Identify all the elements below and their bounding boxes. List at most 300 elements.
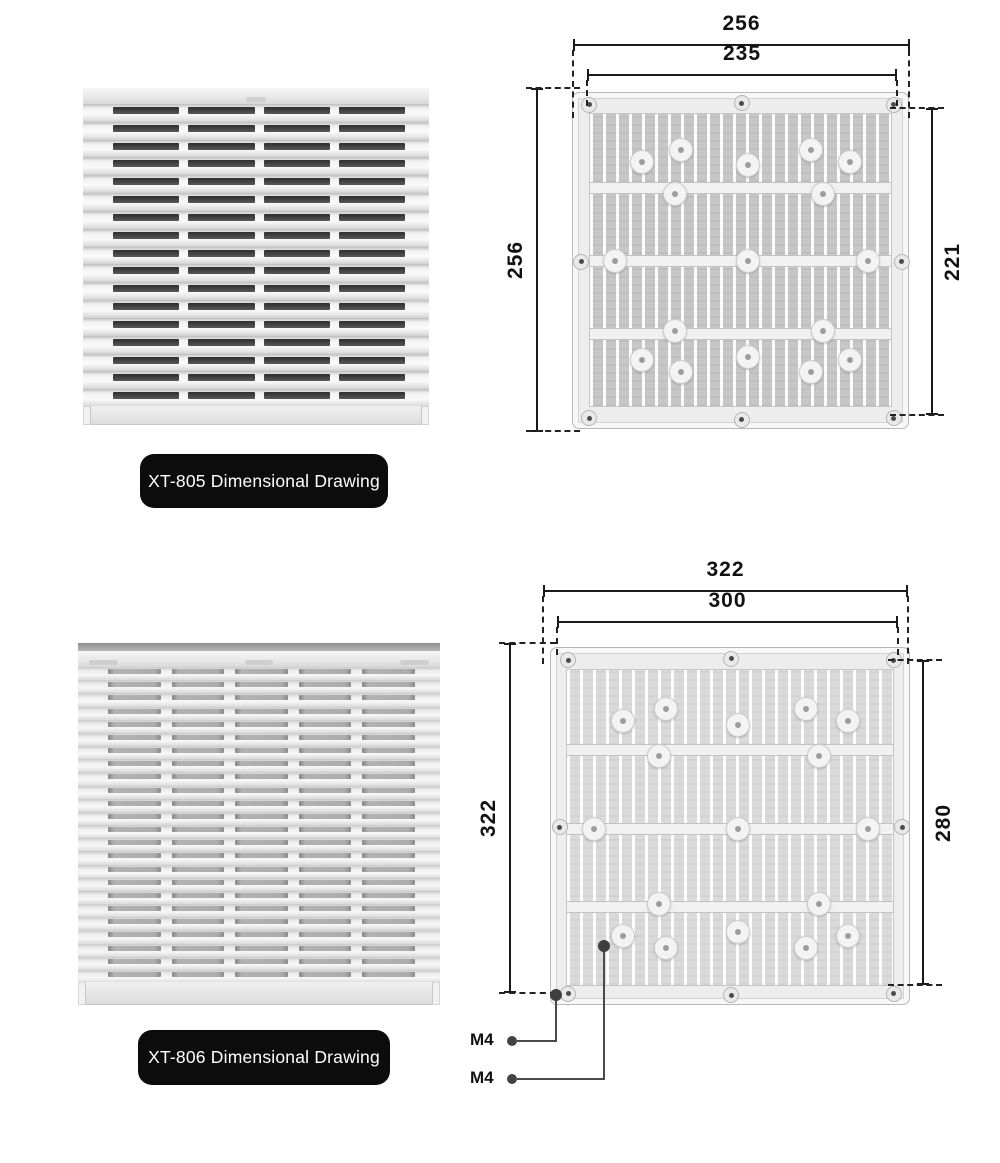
screw-boss xyxy=(736,153,760,177)
slot-segment xyxy=(299,761,352,766)
slot-segment xyxy=(113,321,179,328)
slot-segment xyxy=(362,827,415,832)
screw-boss xyxy=(611,709,635,733)
frame-screw xyxy=(886,986,902,1002)
extension-line xyxy=(572,50,574,118)
slot-segment xyxy=(299,722,352,727)
louver-slat xyxy=(78,707,440,720)
xt805-front-base xyxy=(90,406,422,425)
frame-screw xyxy=(581,97,597,113)
xt805-front-louvers xyxy=(83,104,429,407)
grid-divider xyxy=(590,182,891,194)
slot-segment xyxy=(362,695,415,700)
frame-screw xyxy=(552,819,568,835)
louver-slot xyxy=(108,840,415,845)
louver-slat xyxy=(78,799,440,812)
louver-slat xyxy=(78,878,440,891)
slot-segment xyxy=(108,801,161,806)
screw-boss xyxy=(630,150,654,174)
dimension-line xyxy=(509,643,511,993)
slot-segment xyxy=(264,374,330,381)
slot-segment xyxy=(264,267,330,274)
xt806-front-louvers xyxy=(78,667,440,983)
slot-segment xyxy=(235,867,288,872)
louver-slot xyxy=(108,774,415,779)
slot-segment xyxy=(108,932,161,937)
slot-segment xyxy=(113,232,179,239)
louver-slot xyxy=(108,959,415,964)
slot-segment xyxy=(113,125,179,132)
louver-slot xyxy=(113,285,405,292)
slot-segment xyxy=(108,827,161,832)
slot-segment xyxy=(264,214,330,221)
m4-callout-label-2: M4 xyxy=(470,1068,494,1087)
slot-segment xyxy=(188,321,254,328)
slot-segment xyxy=(108,959,161,964)
louver-slot xyxy=(108,919,415,924)
slot-segment xyxy=(235,893,288,898)
louver-slat xyxy=(78,759,440,772)
slot-segment xyxy=(188,143,254,150)
slot-segment xyxy=(362,669,415,674)
slot-segment xyxy=(299,893,352,898)
louver-slot xyxy=(108,709,415,714)
slot-segment xyxy=(172,682,225,687)
slot-segment xyxy=(299,880,352,885)
louver-slot xyxy=(108,827,415,832)
louver-slat xyxy=(83,282,429,300)
slot-segment xyxy=(113,250,179,257)
slot-segment xyxy=(235,814,288,819)
slot-segment xyxy=(362,867,415,872)
louver-slat xyxy=(78,904,440,917)
dimension-line xyxy=(922,660,924,985)
slot-segment xyxy=(339,321,405,328)
extension-line xyxy=(542,596,544,664)
extension-line xyxy=(526,430,580,432)
louver-slot xyxy=(108,972,415,977)
slot-segment xyxy=(188,107,254,114)
slot-segment xyxy=(113,160,179,167)
frame-screw xyxy=(894,254,910,270)
slot-segment xyxy=(108,814,161,819)
louver-slot xyxy=(113,178,405,185)
grid-divider xyxy=(567,744,893,756)
slot-segment xyxy=(113,214,179,221)
louver-slot xyxy=(113,143,405,150)
louver-slot xyxy=(108,906,415,911)
slot-segment xyxy=(362,893,415,898)
cap-notch xyxy=(245,660,274,665)
louver-slot xyxy=(113,250,405,257)
extension-line xyxy=(907,596,909,664)
louver-slot xyxy=(113,303,405,310)
louver-slat xyxy=(83,175,429,193)
slot-segment xyxy=(113,303,179,310)
extension-line xyxy=(526,87,580,89)
slot-segment xyxy=(188,125,254,132)
louver-slot xyxy=(113,267,405,274)
frame-screw xyxy=(734,95,750,111)
xt806-front-view xyxy=(78,643,440,1005)
dimension-label: 322 xyxy=(706,558,745,581)
dimension-line xyxy=(557,621,898,623)
slot-segment xyxy=(299,932,352,937)
frame-screw xyxy=(560,986,576,1002)
slot-segment xyxy=(299,801,352,806)
screw-boss xyxy=(794,697,818,721)
screw-boss xyxy=(807,892,831,916)
slot-segment xyxy=(362,853,415,858)
louver-slat xyxy=(83,157,429,175)
slot-segment xyxy=(113,339,179,346)
louver-slot xyxy=(113,232,405,239)
slot-segment xyxy=(264,143,330,150)
xt805-title-plaque xyxy=(140,454,388,508)
slot-segment xyxy=(113,392,179,399)
xt805-front-view xyxy=(83,88,429,425)
slot-segment xyxy=(235,840,288,845)
slot-segment xyxy=(264,303,330,310)
slot-segment xyxy=(108,669,161,674)
dim-805-inner-height xyxy=(926,108,964,415)
screw-boss xyxy=(726,817,750,841)
louver-slot xyxy=(108,880,415,885)
louver-slat xyxy=(83,211,429,229)
grid-divider xyxy=(567,901,893,913)
louver-slat xyxy=(78,957,440,970)
louver-slot xyxy=(108,893,415,898)
cap-notch xyxy=(246,97,267,102)
slot-segment xyxy=(188,392,254,399)
screw-boss xyxy=(838,348,862,372)
slot-segment xyxy=(299,735,352,740)
slot-segment xyxy=(188,214,254,221)
m4-callout-label-1: M4 xyxy=(470,1030,494,1049)
slot-segment xyxy=(339,214,405,221)
slot-segment xyxy=(108,761,161,766)
slot-segment xyxy=(362,932,415,937)
slot-segment xyxy=(172,748,225,753)
louver-slot xyxy=(108,932,415,937)
cap-notch xyxy=(400,660,429,665)
slot-segment xyxy=(264,357,330,364)
slot-segment xyxy=(362,761,415,766)
leader-line xyxy=(517,1000,556,1041)
extension-line xyxy=(890,414,944,416)
slot-segment xyxy=(299,827,352,832)
louver-slot xyxy=(108,748,415,753)
slot-segment xyxy=(108,695,161,700)
louver-slot xyxy=(108,682,415,687)
slot-segment xyxy=(172,709,225,714)
slot-segment xyxy=(108,853,161,858)
slot-segment xyxy=(108,893,161,898)
slot-segment xyxy=(264,160,330,167)
slot-segment xyxy=(339,267,405,274)
slot-segment xyxy=(299,853,352,858)
slot-segment xyxy=(235,932,288,937)
frame-screw xyxy=(723,651,739,667)
louver-slat xyxy=(83,122,429,140)
slot-segment xyxy=(362,959,415,964)
slot-segment xyxy=(172,946,225,951)
slot-segment xyxy=(299,788,352,793)
slot-segment xyxy=(339,178,405,185)
dim-806-inner-height xyxy=(917,660,955,985)
slot-segment xyxy=(113,196,179,203)
slot-segment xyxy=(299,972,352,977)
slot-segment xyxy=(188,160,254,167)
slot-segment xyxy=(108,709,161,714)
slot-segment xyxy=(235,774,288,779)
louver-slot xyxy=(108,761,415,766)
slot-segment xyxy=(108,972,161,977)
louver-slat xyxy=(78,693,440,706)
louver-slat xyxy=(78,930,440,943)
extension-line xyxy=(586,80,588,106)
louver-slot xyxy=(108,695,415,700)
screw-boss xyxy=(654,697,678,721)
slot-segment xyxy=(362,735,415,740)
screw-boss xyxy=(811,182,835,206)
slot-segment xyxy=(362,906,415,911)
slot-segment xyxy=(235,801,288,806)
louver-slat xyxy=(83,229,429,247)
slot-segment xyxy=(172,840,225,845)
louver-slat xyxy=(83,371,429,389)
louver-slat xyxy=(78,680,440,693)
louver-slat xyxy=(83,336,429,354)
slot-segment xyxy=(188,178,254,185)
slot-segment xyxy=(188,357,254,364)
dimension-line xyxy=(587,74,897,76)
slot-segment xyxy=(339,196,405,203)
slot-segment xyxy=(172,972,225,977)
screw-boss xyxy=(811,319,835,343)
slot-segment xyxy=(339,125,405,132)
slot-segment xyxy=(264,107,330,114)
slot-segment xyxy=(235,946,288,951)
slot-segment xyxy=(113,178,179,185)
slot-segment xyxy=(264,250,330,257)
slot-segment xyxy=(264,232,330,239)
slot-segment xyxy=(339,250,405,257)
louver-slat xyxy=(78,733,440,746)
slot-segment xyxy=(235,682,288,687)
slot-segment xyxy=(172,919,225,924)
slot-segment xyxy=(172,880,225,885)
screw-boss xyxy=(856,249,880,273)
slot-segment xyxy=(188,267,254,274)
slot-segment xyxy=(188,374,254,381)
screw-boss xyxy=(663,182,687,206)
dim-806-outer-height xyxy=(477,643,516,993)
slot-segment xyxy=(108,788,161,793)
slot-segment xyxy=(113,285,179,292)
xt805-back-grid xyxy=(589,113,892,407)
slot-segment xyxy=(108,722,161,727)
screw-boss xyxy=(582,817,606,841)
screw-boss xyxy=(611,924,635,948)
slot-segment xyxy=(113,107,179,114)
louver-slat xyxy=(78,825,440,838)
louver-slat xyxy=(78,812,440,825)
xt805-title-text: XT-805 Dimensional Drawing xyxy=(148,470,380,491)
louver-slat xyxy=(78,772,440,785)
frame-screw xyxy=(573,254,589,270)
grid-divider xyxy=(590,328,891,340)
slot-segment xyxy=(235,735,288,740)
screw-boss xyxy=(726,920,750,944)
slot-segment xyxy=(235,761,288,766)
slot-segment xyxy=(339,143,405,150)
louver-slat xyxy=(78,667,440,680)
extension-line xyxy=(499,992,556,994)
louver-slot xyxy=(113,392,405,399)
slot-segment xyxy=(108,840,161,845)
slot-segment xyxy=(172,853,225,858)
slot-segment xyxy=(172,959,225,964)
slot-segment xyxy=(188,196,254,203)
slot-segment xyxy=(235,695,288,700)
slot-segment xyxy=(113,267,179,274)
xt805-back-view xyxy=(572,92,909,429)
louver-slat xyxy=(83,389,429,407)
dimension-label: 256 xyxy=(722,12,761,35)
slot-segment xyxy=(235,827,288,832)
slot-segment xyxy=(235,959,288,964)
screw-boss xyxy=(603,249,627,273)
louver-slat xyxy=(83,354,429,372)
screw-boss xyxy=(799,138,823,162)
slot-segment xyxy=(235,919,288,924)
screw-boss xyxy=(630,348,654,372)
slot-segment xyxy=(299,919,352,924)
dimension-line xyxy=(536,88,538,432)
extension-line xyxy=(888,659,942,661)
slot-segment xyxy=(339,107,405,114)
screw-boss xyxy=(807,744,831,768)
louver-slat xyxy=(83,193,429,211)
louver-slat xyxy=(78,786,440,799)
louver-slat xyxy=(78,746,440,759)
screw-boss xyxy=(794,936,818,960)
slot-segment xyxy=(235,722,288,727)
screw-boss xyxy=(799,360,823,384)
slot-segment xyxy=(108,880,161,885)
slot-segment xyxy=(172,932,225,937)
xt806-front-top-strip xyxy=(78,643,440,651)
louver-slot xyxy=(108,801,415,806)
dim-806-inner-width xyxy=(557,589,898,628)
slot-segment xyxy=(172,722,225,727)
slot-segment xyxy=(362,946,415,951)
slot-segment xyxy=(299,709,352,714)
louver-slot xyxy=(108,722,415,727)
slot-segment xyxy=(299,774,352,779)
slot-segment xyxy=(299,906,352,911)
slot-segment xyxy=(172,827,225,832)
screw-boss xyxy=(726,713,750,737)
slot-segment xyxy=(299,946,352,951)
slot-segment xyxy=(362,801,415,806)
slot-segment xyxy=(299,840,352,845)
slot-segment xyxy=(362,814,415,819)
louver-slot xyxy=(108,946,415,951)
slot-segment xyxy=(362,972,415,977)
slot-segment xyxy=(172,867,225,872)
frame-screw xyxy=(886,97,902,113)
extension-line xyxy=(890,107,944,109)
dimension-label: 235 xyxy=(722,42,762,65)
slot-segment xyxy=(299,814,352,819)
slot-segment xyxy=(108,748,161,753)
frame-screw xyxy=(886,410,902,426)
extension-line xyxy=(556,627,558,655)
dimension-label: 256 xyxy=(504,240,527,280)
slot-segment xyxy=(362,919,415,924)
slot-segment xyxy=(339,303,405,310)
slot-segment xyxy=(339,357,405,364)
screw-boss xyxy=(856,817,880,841)
slot-segment xyxy=(235,906,288,911)
louver-slot xyxy=(113,214,405,221)
slot-segment xyxy=(108,867,161,872)
xt806-title-plaque xyxy=(138,1030,390,1085)
screw-boss xyxy=(669,138,693,162)
slot-segment xyxy=(299,748,352,753)
slot-segment xyxy=(172,774,225,779)
slot-segment xyxy=(264,321,330,328)
slot-segment xyxy=(235,853,288,858)
louver-slat xyxy=(83,104,429,122)
slot-segment xyxy=(172,761,225,766)
louver-slat xyxy=(78,891,440,904)
slot-segment xyxy=(362,774,415,779)
louver-slat xyxy=(83,300,429,318)
screw-boss xyxy=(838,150,862,174)
frame-screw xyxy=(581,410,597,426)
slot-segment xyxy=(188,285,254,292)
slot-segment xyxy=(235,669,288,674)
slot-segment xyxy=(362,722,415,727)
dim-805-outer-height xyxy=(504,88,543,432)
slot-segment xyxy=(264,178,330,185)
dim-805-inner-width xyxy=(587,42,897,81)
slot-segment xyxy=(362,788,415,793)
slot-segment xyxy=(172,893,225,898)
screw-boss xyxy=(736,345,760,369)
louver-slat xyxy=(83,140,429,158)
slot-segment xyxy=(108,946,161,951)
screw-boss xyxy=(669,360,693,384)
louver-slot xyxy=(113,125,405,132)
screw-boss xyxy=(647,744,671,768)
louver-slot xyxy=(108,788,415,793)
screw-boss xyxy=(736,249,760,273)
slot-segment xyxy=(264,392,330,399)
dimension-line xyxy=(931,108,933,415)
leader-dot xyxy=(507,1036,517,1046)
louver-slot xyxy=(108,669,415,674)
dimension-label: 280 xyxy=(932,803,955,842)
slot-segment xyxy=(362,880,415,885)
louver-slot xyxy=(113,357,405,364)
louver-slat xyxy=(78,851,440,864)
screw-boss xyxy=(654,936,678,960)
slot-segment xyxy=(299,959,352,964)
